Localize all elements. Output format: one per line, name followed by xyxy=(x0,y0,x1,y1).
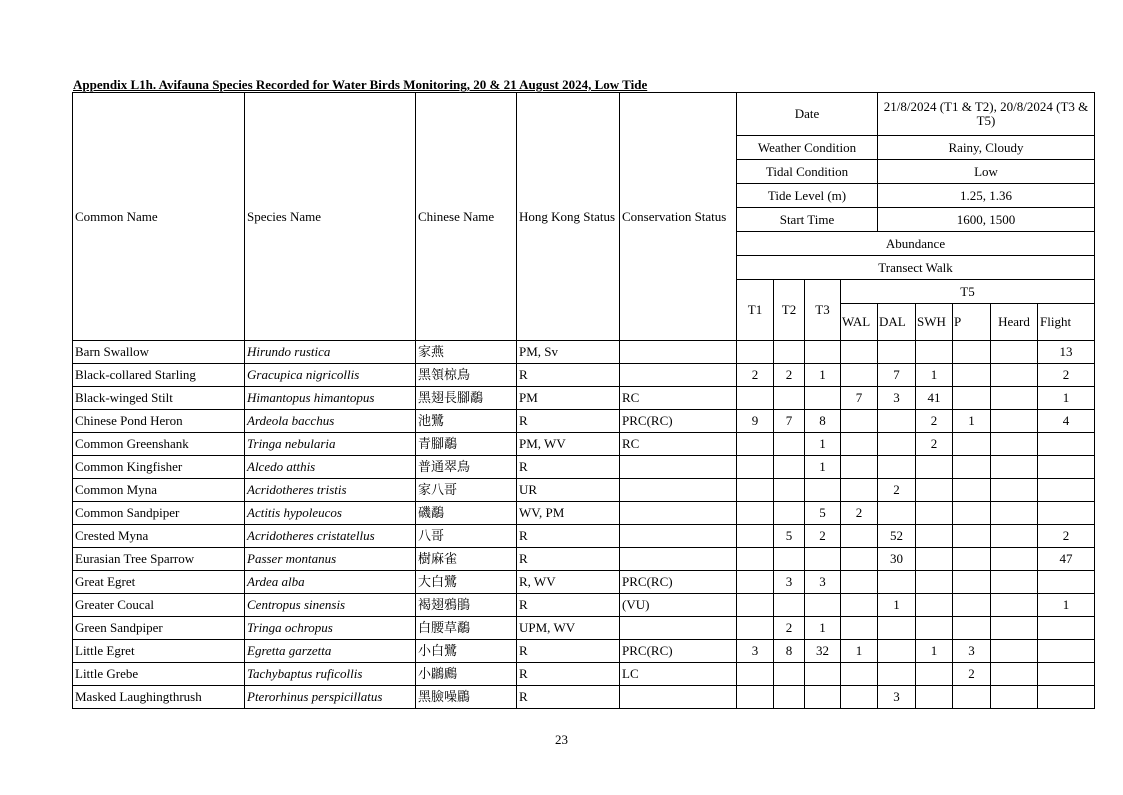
t3-count-cell xyxy=(805,663,841,686)
t3-count-cell: 8 xyxy=(805,410,841,433)
dal-count-cell: 1 xyxy=(878,594,916,617)
t3-count-cell xyxy=(805,548,841,571)
common-name-cell: Crested Myna xyxy=(73,525,245,548)
swh-count-cell: 2 xyxy=(916,410,953,433)
p-count-cell xyxy=(953,686,991,709)
p-count-cell xyxy=(953,479,991,502)
conservation-status-cell: RC xyxy=(620,387,737,410)
flight-count-cell: 13 xyxy=(1038,341,1095,364)
species-name-cell: Passer montanus xyxy=(245,548,416,571)
header-wal: WAL xyxy=(841,304,878,341)
hk-status-cell: R xyxy=(517,456,620,479)
heard-count-cell xyxy=(991,525,1038,548)
t1-count-cell xyxy=(737,341,774,364)
hk-status-cell: R xyxy=(517,640,620,663)
common-name-cell: Common Greenshank xyxy=(73,433,245,456)
wal-count-cell xyxy=(841,433,878,456)
flight-count-cell xyxy=(1038,433,1095,456)
flight-count-cell xyxy=(1038,686,1095,709)
header-flight: Flight xyxy=(1038,304,1095,341)
header-common-name: Common Name xyxy=(73,93,245,341)
header-swh: SWH xyxy=(916,304,953,341)
swh-count-cell xyxy=(916,456,953,479)
flight-count-cell xyxy=(1038,640,1095,663)
p-count-cell xyxy=(953,571,991,594)
swh-count-cell xyxy=(916,548,953,571)
start-time-label: Start Time xyxy=(737,208,878,232)
swh-count-cell xyxy=(916,479,953,502)
conservation-status-cell xyxy=(620,548,737,571)
p-count-cell xyxy=(953,594,991,617)
dal-count-cell: 30 xyxy=(878,548,916,571)
heard-count-cell xyxy=(991,617,1038,640)
hk-status-cell: R xyxy=(517,364,620,387)
t1-count-cell: 3 xyxy=(737,640,774,663)
table-row xyxy=(73,640,1095,663)
header-t5: T5 xyxy=(841,280,1095,304)
wal-count-cell xyxy=(841,594,878,617)
t3-count-cell: 5 xyxy=(805,502,841,525)
t3-count-cell: 2 xyxy=(805,525,841,548)
p-count-cell xyxy=(953,387,991,410)
flight-count-cell: 4 xyxy=(1038,410,1095,433)
heard-count-cell xyxy=(991,571,1038,594)
wal-count-cell xyxy=(841,525,878,548)
header-dal: DAL xyxy=(878,304,916,341)
hk-status-cell: PM, WV xyxy=(517,433,620,456)
table-row xyxy=(73,548,1095,571)
conservation-status-cell xyxy=(620,479,737,502)
weather-value: Rainy, Cloudy xyxy=(878,136,1095,160)
t3-count-cell: 1 xyxy=(805,433,841,456)
common-name-cell: Common Sandpiper xyxy=(73,502,245,525)
chinese-name-cell: 黑翅長腳鷸 xyxy=(416,387,517,410)
heard-count-cell xyxy=(991,479,1038,502)
flight-count-cell xyxy=(1038,479,1095,502)
t1-count-cell: 9 xyxy=(737,410,774,433)
t3-count-cell: 32 xyxy=(805,640,841,663)
hk-status-cell: R xyxy=(517,686,620,709)
common-name-cell: Black-winged Stilt xyxy=(73,387,245,410)
header-t3: T3 xyxy=(805,280,841,341)
hk-status-cell: R xyxy=(517,548,620,571)
t1-count-cell xyxy=(737,548,774,571)
common-name-cell: Little Egret xyxy=(73,640,245,663)
t1-count-cell xyxy=(737,456,774,479)
t2-count-cell xyxy=(774,479,805,502)
dal-count-cell xyxy=(878,502,916,525)
t3-count-cell xyxy=(805,341,841,364)
conservation-status-cell: RC xyxy=(620,433,737,456)
t3-count-cell xyxy=(805,594,841,617)
t2-count-cell xyxy=(774,594,805,617)
species-table xyxy=(72,92,1095,709)
t1-count-cell xyxy=(737,502,774,525)
tidal-label: Tidal Condition xyxy=(737,160,878,184)
common-name-cell: Common Myna xyxy=(73,479,245,502)
t1-count-cell: 2 xyxy=(737,364,774,387)
t2-count-cell: 5 xyxy=(774,525,805,548)
dal-count-cell xyxy=(878,617,916,640)
table-row xyxy=(73,594,1095,617)
wal-count-cell: 7 xyxy=(841,387,878,410)
swh-count-cell: 1 xyxy=(916,364,953,387)
heard-count-cell xyxy=(991,663,1038,686)
p-count-cell: 3 xyxy=(953,640,991,663)
t2-count-cell: 2 xyxy=(774,364,805,387)
species-name-cell: Ardea alba xyxy=(245,571,416,594)
flight-count-cell xyxy=(1038,571,1095,594)
table-row xyxy=(73,410,1095,433)
weather-label: Weather Condition xyxy=(737,136,878,160)
swh-count-cell: 1 xyxy=(916,640,953,663)
heard-count-cell xyxy=(991,686,1038,709)
heard-count-cell xyxy=(991,456,1038,479)
species-name-cell: Pterorhinus perspicillatus xyxy=(245,686,416,709)
date-label: Date xyxy=(737,93,878,136)
hk-status-cell: WV, PM xyxy=(517,502,620,525)
table-row xyxy=(73,571,1095,594)
chinese-name-cell: 八哥 xyxy=(416,525,517,548)
p-count-cell xyxy=(953,617,991,640)
p-count-cell xyxy=(953,525,991,548)
start-time-value: 1600, 1500 xyxy=(878,208,1095,232)
chinese-name-cell: 大白鷺 xyxy=(416,571,517,594)
p-count-cell xyxy=(953,341,991,364)
page-number: 23 xyxy=(555,732,568,747)
header-chinese-name: Chinese Name xyxy=(416,93,517,341)
conservation-status-cell: (VU) xyxy=(620,594,737,617)
swh-count-cell: 41 xyxy=(916,387,953,410)
heard-count-cell xyxy=(991,433,1038,456)
conservation-status-cell xyxy=(620,341,737,364)
table-row xyxy=(73,364,1095,387)
conservation-status-cell: PRC(RC) xyxy=(620,640,737,663)
table-row xyxy=(73,387,1095,410)
common-name-cell: Common Kingfisher xyxy=(73,456,245,479)
flight-count-cell: 47 xyxy=(1038,548,1095,571)
table-row xyxy=(73,686,1095,709)
transect-walk-header: Transect Walk xyxy=(737,256,1095,280)
t2-count-cell xyxy=(774,341,805,364)
dal-count-cell: 52 xyxy=(878,525,916,548)
heard-count-cell xyxy=(991,410,1038,433)
conservation-status-cell xyxy=(620,456,737,479)
hk-status-cell: R, WV xyxy=(517,571,620,594)
chinese-name-cell: 小鸊鷉 xyxy=(416,663,517,686)
t1-count-cell xyxy=(737,433,774,456)
hk-status-cell: R xyxy=(517,594,620,617)
table-row xyxy=(73,479,1095,502)
table-row xyxy=(73,502,1095,525)
species-name-cell: Alcedo atthis xyxy=(245,456,416,479)
t3-count-cell: 3 xyxy=(805,571,841,594)
t2-count-cell: 8 xyxy=(774,640,805,663)
species-name-cell: Acridotheres cristatellus xyxy=(245,525,416,548)
flight-count-cell: 1 xyxy=(1038,387,1095,410)
hk-status-cell: UR xyxy=(517,479,620,502)
flight-count-cell xyxy=(1038,456,1095,479)
chinese-name-cell: 家八哥 xyxy=(416,479,517,502)
swh-count-cell xyxy=(916,617,953,640)
table-row xyxy=(73,663,1095,686)
flight-count-cell xyxy=(1038,617,1095,640)
hk-status-cell: PM, Sv xyxy=(517,341,620,364)
wal-count-cell xyxy=(841,479,878,502)
p-count-cell xyxy=(953,364,991,387)
heard-count-cell xyxy=(991,364,1038,387)
common-name-cell: Little Grebe xyxy=(73,663,245,686)
t2-count-cell xyxy=(774,686,805,709)
t3-count-cell xyxy=(805,387,841,410)
chinese-name-cell: 池鷺 xyxy=(416,410,517,433)
species-name-cell: Hirundo rustica xyxy=(245,341,416,364)
conservation-status-cell: LC xyxy=(620,663,737,686)
p-count-cell: 2 xyxy=(953,663,991,686)
species-name-cell: Actitis hypoleucos xyxy=(245,502,416,525)
header-hk-status: Hong Kong Status xyxy=(517,93,620,341)
species-name-cell: Tringa ochropus xyxy=(245,617,416,640)
t2-count-cell xyxy=(774,502,805,525)
t3-count-cell: 1 xyxy=(805,617,841,640)
swh-count-cell xyxy=(916,525,953,548)
flight-count-cell: 1 xyxy=(1038,594,1095,617)
page-title: Appendix L1h. Avifauna Species Recorded for Water Birds Monitoring, 20 & 21 August 2024, Low Tide xyxy=(73,77,648,92)
chinese-name-cell: 普通翠鳥 xyxy=(416,456,517,479)
common-name-cell: Greater Coucal xyxy=(73,594,245,617)
tide-level-value: 1.25, 1.36 xyxy=(878,184,1095,208)
conservation-status-cell xyxy=(620,525,737,548)
p-count-cell xyxy=(953,456,991,479)
dal-count-cell xyxy=(878,640,916,663)
chinese-name-cell: 小白鷺 xyxy=(416,640,517,663)
wal-count-cell xyxy=(841,341,878,364)
hk-status-cell: R xyxy=(517,663,620,686)
species-name-cell: Egretta garzetta xyxy=(245,640,416,663)
wal-count-cell xyxy=(841,548,878,571)
dal-count-cell: 2 xyxy=(878,479,916,502)
species-name-cell: Gracupica nigricollis xyxy=(245,364,416,387)
conservation-status-cell xyxy=(620,617,737,640)
species-name-cell: Tachybaptus ruficollis xyxy=(245,663,416,686)
table-row xyxy=(73,456,1095,479)
heard-count-cell xyxy=(991,502,1038,525)
conservation-status-cell: PRC(RC) xyxy=(620,410,737,433)
wal-count-cell: 1 xyxy=(841,640,878,663)
wal-count-cell xyxy=(841,617,878,640)
dal-count-cell xyxy=(878,663,916,686)
species-name-cell: Acridotheres tristis xyxy=(245,479,416,502)
t1-count-cell xyxy=(737,663,774,686)
conservation-status-cell xyxy=(620,502,737,525)
tidal-value: Low xyxy=(878,160,1095,184)
swh-count-cell xyxy=(916,341,953,364)
t2-count-cell xyxy=(774,663,805,686)
conservation-status-cell: PRC(RC) xyxy=(620,571,737,594)
heard-count-cell xyxy=(991,548,1038,571)
common-name-cell: Black-collared Starling xyxy=(73,364,245,387)
species-name-cell: Tringa nebularia xyxy=(245,433,416,456)
header-t2: T2 xyxy=(774,280,805,341)
t1-count-cell xyxy=(737,571,774,594)
t1-count-cell xyxy=(737,594,774,617)
table-row xyxy=(73,525,1095,548)
t1-count-cell xyxy=(737,525,774,548)
flight-count-cell: 2 xyxy=(1038,525,1095,548)
t3-count-cell xyxy=(805,686,841,709)
heard-count-cell xyxy=(991,594,1038,617)
wal-count-cell xyxy=(841,663,878,686)
chinese-name-cell: 樹麻雀 xyxy=(416,548,517,571)
common-name-cell: Chinese Pond Heron xyxy=(73,410,245,433)
chinese-name-cell: 白腰草鷸 xyxy=(416,617,517,640)
common-name-cell: Green Sandpiper xyxy=(73,617,245,640)
hk-status-cell: UPM, WV xyxy=(517,617,620,640)
heard-count-cell xyxy=(991,341,1038,364)
abundance-header: Abundance xyxy=(737,232,1095,256)
table-row xyxy=(73,341,1095,364)
p-count-cell xyxy=(953,548,991,571)
swh-count-cell xyxy=(916,571,953,594)
t3-count-cell: 1 xyxy=(805,364,841,387)
dal-count-cell xyxy=(878,456,916,479)
t2-count-cell: 3 xyxy=(774,571,805,594)
common-name-cell: Great Egret xyxy=(73,571,245,594)
t2-count-cell: 2 xyxy=(774,617,805,640)
swh-count-cell xyxy=(916,594,953,617)
species-name-cell: Ardeola bacchus xyxy=(245,410,416,433)
wal-count-cell: 2 xyxy=(841,502,878,525)
header-species-name: Species Name xyxy=(245,93,416,341)
wal-count-cell xyxy=(841,686,878,709)
wal-count-cell xyxy=(841,364,878,387)
table-row xyxy=(73,617,1095,640)
header-t1: T1 xyxy=(737,280,774,341)
header-p: P xyxy=(953,304,991,341)
chinese-name-cell: 磯鷸 xyxy=(416,502,517,525)
p-count-cell: 1 xyxy=(953,410,991,433)
chinese-name-cell: 家燕 xyxy=(416,341,517,364)
tide-level-label: Tide Level (m) xyxy=(737,184,878,208)
dal-count-cell: 7 xyxy=(878,364,916,387)
conservation-status-cell xyxy=(620,686,737,709)
wal-count-cell xyxy=(841,571,878,594)
p-count-cell xyxy=(953,502,991,525)
t2-count-cell xyxy=(774,387,805,410)
t2-count-cell xyxy=(774,433,805,456)
dal-count-cell: 3 xyxy=(878,686,916,709)
p-count-cell xyxy=(953,433,991,456)
species-name-cell: Centropus sinensis xyxy=(245,594,416,617)
hk-status-cell: R xyxy=(517,410,620,433)
swh-count-cell xyxy=(916,686,953,709)
t2-count-cell: 7 xyxy=(774,410,805,433)
table-row xyxy=(73,433,1095,456)
date-value: 21/8/2024 (T1 & T2), 20/8/2024 (T3 & T5) xyxy=(878,93,1095,136)
common-name-cell: Masked Laughingthrush xyxy=(73,686,245,709)
swh-count-cell xyxy=(916,502,953,525)
t3-count-cell xyxy=(805,479,841,502)
chinese-name-cell: 青腳鷸 xyxy=(416,433,517,456)
t1-count-cell xyxy=(737,387,774,410)
common-name-cell: Eurasian Tree Sparrow xyxy=(73,548,245,571)
hk-status-cell: PM xyxy=(517,387,620,410)
dal-count-cell: 3 xyxy=(878,387,916,410)
flight-count-cell xyxy=(1038,502,1095,525)
dal-count-cell xyxy=(878,341,916,364)
common-name-cell: Barn Swallow xyxy=(73,341,245,364)
swh-count-cell: 2 xyxy=(916,433,953,456)
dal-count-cell xyxy=(878,433,916,456)
dal-count-cell xyxy=(878,410,916,433)
t1-count-cell xyxy=(737,617,774,640)
conservation-status-cell xyxy=(620,364,737,387)
chinese-name-cell: 黑臉噪鶥 xyxy=(416,686,517,709)
species-name-cell: Himantopus himantopus xyxy=(245,387,416,410)
wal-count-cell xyxy=(841,456,878,479)
t2-count-cell xyxy=(774,548,805,571)
chinese-name-cell: 黑領椋鳥 xyxy=(416,364,517,387)
wal-count-cell xyxy=(841,410,878,433)
t1-count-cell xyxy=(737,686,774,709)
swh-count-cell xyxy=(916,663,953,686)
t3-count-cell: 1 xyxy=(805,456,841,479)
chinese-name-cell: 褐翅鴉鵑 xyxy=(416,594,517,617)
hk-status-cell: R xyxy=(517,525,620,548)
dal-count-cell xyxy=(878,571,916,594)
flight-count-cell xyxy=(1038,663,1095,686)
flight-count-cell: 2 xyxy=(1038,364,1095,387)
t1-count-cell xyxy=(737,479,774,502)
heard-count-cell xyxy=(991,387,1038,410)
t2-count-cell xyxy=(774,456,805,479)
header-conservation-status: Conservation Status xyxy=(620,93,737,341)
header-heard: Heard xyxy=(991,304,1038,341)
heard-count-cell xyxy=(991,640,1038,663)
